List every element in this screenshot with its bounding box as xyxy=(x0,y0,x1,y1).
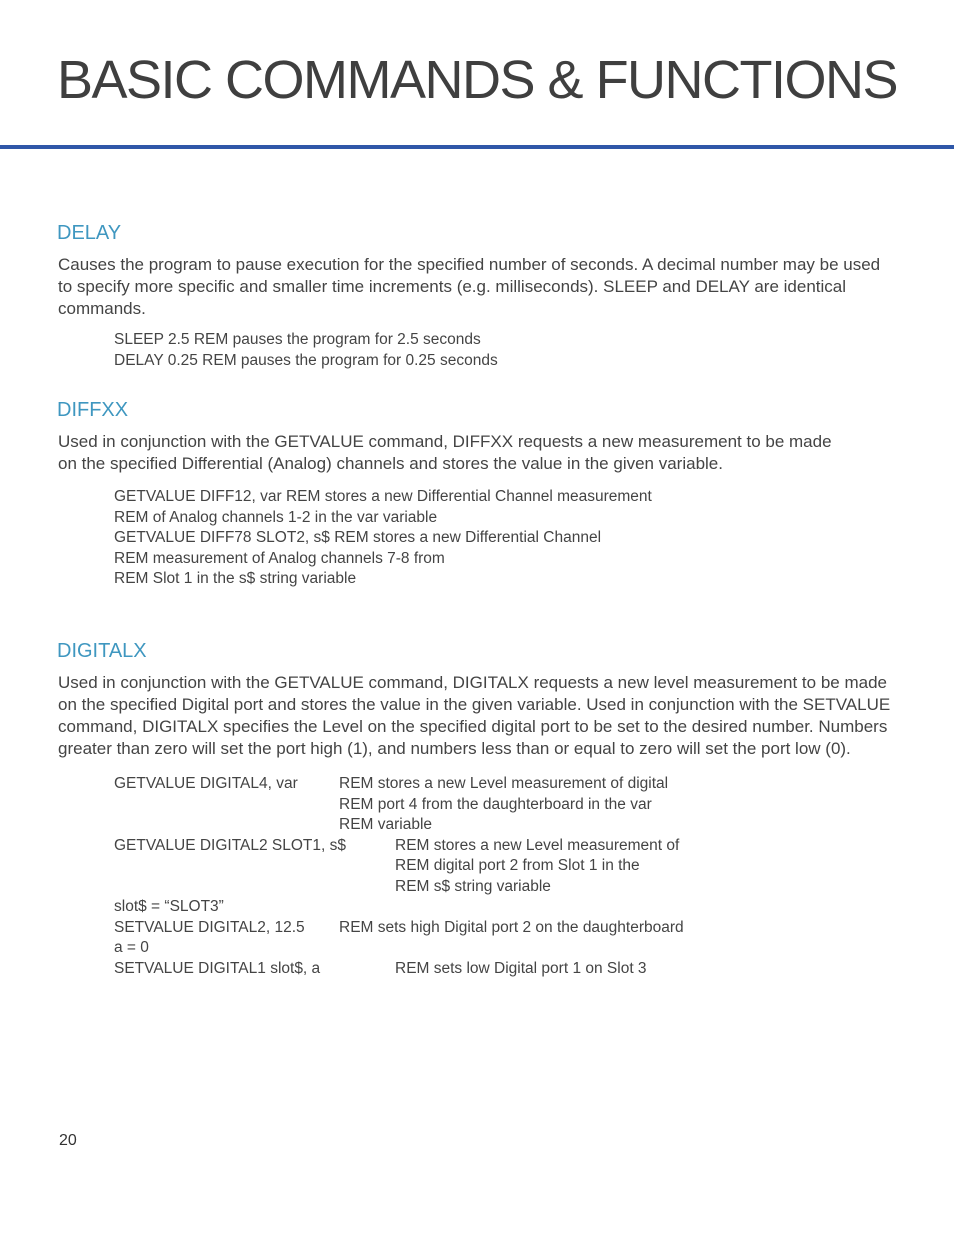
code-line: GETVALUE DIFF12, var REM stores a new Differential Channel measurement xyxy=(114,488,652,505)
section-diffxx xyxy=(57,397,897,590)
code-line: REM measurement of Analog channels 7-8 from xyxy=(114,549,445,567)
code-row xyxy=(114,774,897,795)
code-remark: REM variable xyxy=(339,816,433,833)
code-remark: REM digital port 2 from Slot 1 in the xyxy=(395,857,640,874)
section-body-diffxx: Used in conjunction with the GETVALUE command, DIFFXX requests a new measurement to be made on the specified Differential (Analog) channels and stores the value in the given variable. xyxy=(58,432,832,473)
code-line: SLEEP 2.5 REM pauses the program for 2.5 seconds xyxy=(114,331,481,348)
code-remark: REM sets low Digital port 1 on Slot 3 xyxy=(395,959,647,977)
page-number: 20 xyxy=(59,1132,77,1149)
code-row xyxy=(114,959,897,980)
code-remark: REM stores a new Level measurement of xyxy=(395,836,680,854)
section-heading-diffxx: DIFFXX xyxy=(57,399,129,421)
code-row xyxy=(114,815,897,836)
section-heading-digitalx: DIGITALX xyxy=(57,640,147,662)
code-row xyxy=(114,795,897,816)
code-row xyxy=(114,897,897,918)
page-title: BASIC COMMANDS & FUNCTIONS xyxy=(57,50,898,110)
code-example-delay xyxy=(114,330,897,371)
section-digitalx xyxy=(57,638,897,979)
code-line: GETVALUE DIFF78 SLOT2, s$ REM stores a new Differential Channel xyxy=(114,529,602,546)
code-remark: REM port 4 from the daughterboard in the var xyxy=(339,795,652,813)
code-line: REM of Analog channels 1-2 in the var variable xyxy=(114,508,438,526)
code-remark: REM sets high Digital port 2 on the daughterboard xyxy=(339,918,684,936)
code-remark: REM s$ string variable xyxy=(395,877,551,895)
code-row xyxy=(114,938,897,959)
section-heading-delay: DELAY xyxy=(57,222,122,244)
code-command: a = 0 xyxy=(114,939,149,956)
code-line: REM Slot 1 in the s$ string variable xyxy=(114,570,357,587)
code-command: SETVALUE DIGITAL1 slot$, a xyxy=(114,959,321,977)
code-example-diffxx xyxy=(114,487,897,590)
code-row xyxy=(114,856,897,877)
code-command: GETVALUE DIGITAL2 SLOT1, s$ xyxy=(114,836,347,854)
title-divider xyxy=(0,145,954,149)
section-delay xyxy=(57,220,897,371)
code-example-digitalx xyxy=(114,774,897,979)
code-remark: REM stores a new Level measurement of digital xyxy=(339,775,669,792)
code-row xyxy=(114,877,897,898)
code-line: DELAY 0.25 REM pauses the program for 0.25 seconds xyxy=(114,351,498,369)
code-command: GETVALUE DIGITAL4, var xyxy=(114,775,298,792)
section-body-digitalx: Used in conjunction with the GETVALUE command, DIGITALX requests a new level measurement to be made on the specified Digital port and stores the value in the given variable. Used in conjunction with the SETVALUE command, DIGITALX specifies the Level on the specified digital port to be set to the desired number. Numbers greater than zero will set the port high (1), and numbers less than or equal to zero will set the port low (0). xyxy=(58,673,891,758)
code-row xyxy=(114,836,897,857)
section-body-delay: Causes the program to pause execution for the specified number of seconds. A decimal number may be used to specify more specific and smaller time increments (e.g. milliseconds). SLEEP and DELAY are identical commands. xyxy=(58,255,881,318)
code-row xyxy=(114,918,897,939)
code-command: SETVALUE DIGITAL2, 12.5 xyxy=(114,918,305,936)
code-command: slot$ = “SLOT3” xyxy=(114,898,224,915)
